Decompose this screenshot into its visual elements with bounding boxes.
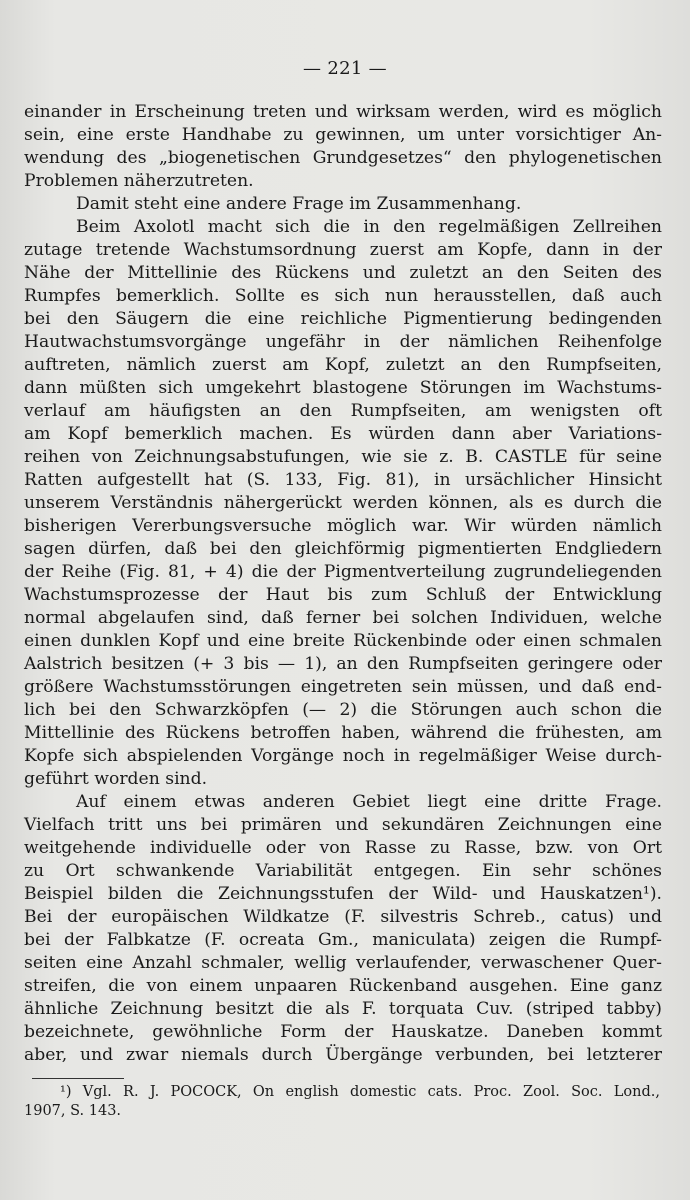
footnote-divider [32,1078,124,1079]
text-line: normal abgelaufen sind, daß ferner bei solchen Individuen, welche [24,608,662,628]
text-line: Rumpfes bemerklich. Sollte es sich nun herausstellen, daß auch [24,286,662,306]
text-line: streifen, die von einem unpaaren Rückenband ausgehen. Eine ganz [24,976,662,996]
text-line: zu Ort schwankende Variabilität entgegen. Ein sehr schönes [24,861,662,881]
text-line: Problemen näherzutreten. [24,171,254,191]
text-line: größere Wachstumsstörungen eingetreten sein müssen, und daß end- [24,677,662,697]
text-line: bezeichnete, gewöhnliche Form der Hauskatze. Daneben kommt [24,1022,662,1042]
text-line: auftreten, nämlich zuerst am Kopf, zuletzt an den Rumpfseiten, [24,355,662,375]
body-text [24,101,662,1067]
text-line: der Reihe (Fig. 81, + 4) die der Pigmentverteilung zugrundeliegenden [24,562,662,582]
text-line: einen dunklen Kopf und eine breite Rückenbinde oder einen schmalen [24,631,662,651]
text-line: bisherigen Vererbungsversuche möglich war. Wir würden nämlich [24,516,662,536]
text-line: Bei der europäischen Wildkatze (F. silvestris Schreb., catus) und [24,907,662,927]
text-line: einander in Erscheinung treten und wirksam werden, wird es möglich [24,102,662,122]
text-line: Beispiel bilden die Zeichnungsstufen der Wild- und Hauskatzen¹). [24,884,662,904]
text-line: Mittellinie des Rückens betroffen haben, während die frühesten, am [24,723,662,743]
text-line: geführt worden sind. [24,769,208,789]
text-line: dann müßten sich umgekehrt blastogene Störungen im Wachstums- [24,378,662,398]
text-line: reihen von Zeichnungsabstufungen, wie sie z. B. CASTLE für seine [24,447,662,467]
text-line: Aalstrich besitzen (+ 3 bis — 1), an den Rumpfseiten geringere oder [24,654,662,674]
text-line: weitgehende individuelle oder von Rasse zu Rasse, bzw. von Ort [24,838,662,858]
text-line: bei der Falbkatze (F. ocreata Gm., maniculata) zeigen die Rumpf- [24,930,662,950]
text-line: verlauf am häufigsten an den Rumpfseiten, am wenigsten oft [24,401,662,421]
text-line: zutage tretende Wachstumsordnung zuerst am Kopfe, dann in der [24,240,662,260]
footnote-line: 1907, S. 143. [24,1103,122,1119]
text-line: bei den Säugern die eine reichliche Pigmentierung bedingenden [24,309,662,329]
text-line: am Kopf bemerklich machen. Es würden dann aber Variations- [24,424,662,444]
text-line: Beim Axolotl macht sich die in den regelmäßigen Zellreihen [76,217,662,237]
text-line: Damit steht eine andere Frage im Zusammenhang. [76,194,522,214]
text-line: sein, eine erste Handhabe zu gewinnen, um unter vorsichtiger An- [24,125,662,145]
text-line: Nähe der Mittellinie des Rückens und zuletzt an den Seiten des [24,263,662,283]
page-number: — 221 — [303,58,387,79]
text-line: Ratten aufgestellt hat (S. 133, Fig. 81), in ursächlicher Hinsicht [24,470,662,490]
footnote-line: ¹) Vgl. R. J. POCOCK, On english domestic cats. Proc. Zool. Soc. Lond., [60,1084,660,1100]
text-line: wendung des „biogenetischen Grundgesetzes“ den phylogenetischen [24,148,662,168]
text-line: Wachstumsprozesse der Haut bis zum Schluß der Entwicklung [24,585,662,605]
text-line: aber, und zwar niemals durch Übergänge verbunden, bei letzterer [24,1045,662,1065]
text-line: seiten eine Anzahl schmaler, wellig verlaufender, verwaschener Quer- [24,953,662,973]
text-line: lich bei den Schwarzköpfen (— 2) die Störungen auch schon die [24,700,662,720]
text-line: Vielfach tritt uns bei primären und sekundären Zeichnungen eine [24,815,662,835]
text-line: Hautwachstumsvorgänge ungefähr in der nämlichen Reihenfolge [24,332,662,352]
text-line: sagen dürfen, daß bei den gleichförmig pigmentierten Endgliedern [24,539,662,559]
footnote [24,1083,660,1121]
text-line: Auf einem etwas anderen Gebiet liegt eine dritte Frage. [76,792,662,812]
text-line: unserem Verständnis nähergerückt werden können, als es durch die [24,493,662,513]
text-line: ähnliche Zeichnung besitzt die als F. torquata Cuv. (striped tabby) [24,999,662,1019]
text-line: Kopfe sich abspielenden Vorgänge noch in regelmäßiger Weise durch- [24,746,662,766]
